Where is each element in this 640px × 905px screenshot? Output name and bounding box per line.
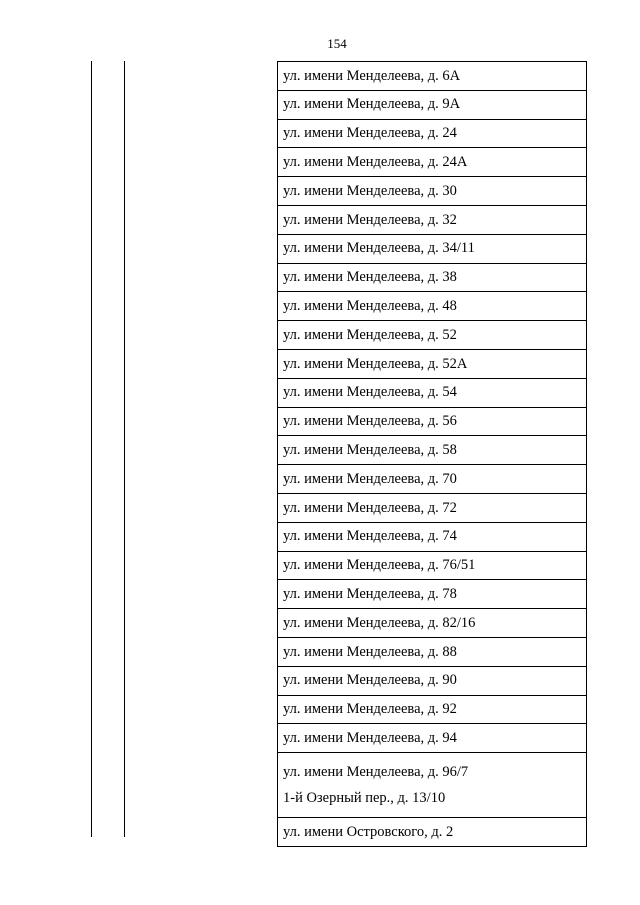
address-cell: ул. имени Менделеева, д. 76/51 (278, 551, 587, 580)
address-cell: ул. имени Менделеева, д. 94 (278, 724, 587, 753)
table-row (278, 695, 587, 724)
address-cell: ул. имени Менделеева, д. 70 (278, 465, 587, 494)
address-line: 1-й Озерный пер., д. 13/10 (283, 790, 446, 807)
address-cell: ул. имени Менделеева, д. 82/16 (278, 609, 587, 638)
table-row (278, 378, 587, 407)
address-cell: ул. имени Менделеева, д. 48 (278, 292, 587, 321)
address-table (277, 61, 587, 847)
address-cell: ул. имени Островского, д. 2 (278, 818, 587, 847)
address-cell: ул. имени Менделеева, д. 24А (278, 148, 587, 177)
table-row (278, 609, 587, 638)
table-row (278, 234, 587, 263)
address-cell: ул. имени Менделеева, д. 54 (278, 378, 587, 407)
table-row (278, 551, 587, 580)
table-row (278, 666, 587, 695)
address-cell: ул. имени Менделеева, д. 56 (278, 407, 587, 436)
table-row (278, 522, 587, 551)
table-row (278, 90, 587, 119)
table-row (278, 407, 587, 436)
table-column-border-left (91, 61, 92, 837)
address-cell: ул. имени Менделеева, д. 72 (278, 493, 587, 522)
address-cell: ул. имени Менделеева, д. 6А (278, 62, 587, 91)
table-row (278, 177, 587, 206)
address-cell: ул. имени Менделеева, д. 92 (278, 695, 587, 724)
table-row (278, 637, 587, 666)
address-cell: ул. имени Менделеева, д. 88 (278, 637, 587, 666)
address-cell: ул. имени Менделеева, д. 74 (278, 522, 587, 551)
address-cell: ул. имени Менделеева, д. 30 (278, 177, 587, 206)
address-cell: ул. имени Менделеева, д. 38 (278, 263, 587, 292)
table-column-border-middle (124, 61, 125, 837)
address-cell: ул. имени Менделеева, д. 78 (278, 580, 587, 609)
table-row (278, 724, 587, 753)
address-cell: ул. имени Менделеева, д. 90 (278, 666, 587, 695)
table-row (278, 493, 587, 522)
address-line: ул. имени Менделеева, д. 96/7 (283, 763, 469, 780)
table-row (278, 119, 587, 148)
table-row (278, 263, 587, 292)
table-row (278, 205, 587, 234)
table-row (278, 580, 587, 609)
table-row (278, 818, 587, 847)
address-cell-combined (278, 753, 587, 818)
table-row (278, 349, 587, 378)
table-row (278, 436, 587, 465)
address-cell: ул. имени Менделеева, д. 52А (278, 349, 587, 378)
table-row (278, 62, 587, 91)
address-cell: ул. имени Менделеева, д. 32 (278, 205, 587, 234)
address-cell: ул. имени Менделеева, д. 52 (278, 321, 587, 350)
address-cell: ул. имени Менделеева, д. 34/11 (278, 234, 587, 263)
address-cell: ул. имени Менделеева, д. 24 (278, 119, 587, 148)
table-row (278, 465, 587, 494)
table-row (278, 292, 587, 321)
table-row (278, 148, 587, 177)
page-number: 154 (327, 36, 347, 51)
table-row (278, 321, 587, 350)
address-cell: ул. имени Менделеева, д. 58 (278, 436, 587, 465)
table-row (278, 753, 587, 818)
address-cell: ул. имени Менделеева, д. 9А (278, 90, 587, 119)
